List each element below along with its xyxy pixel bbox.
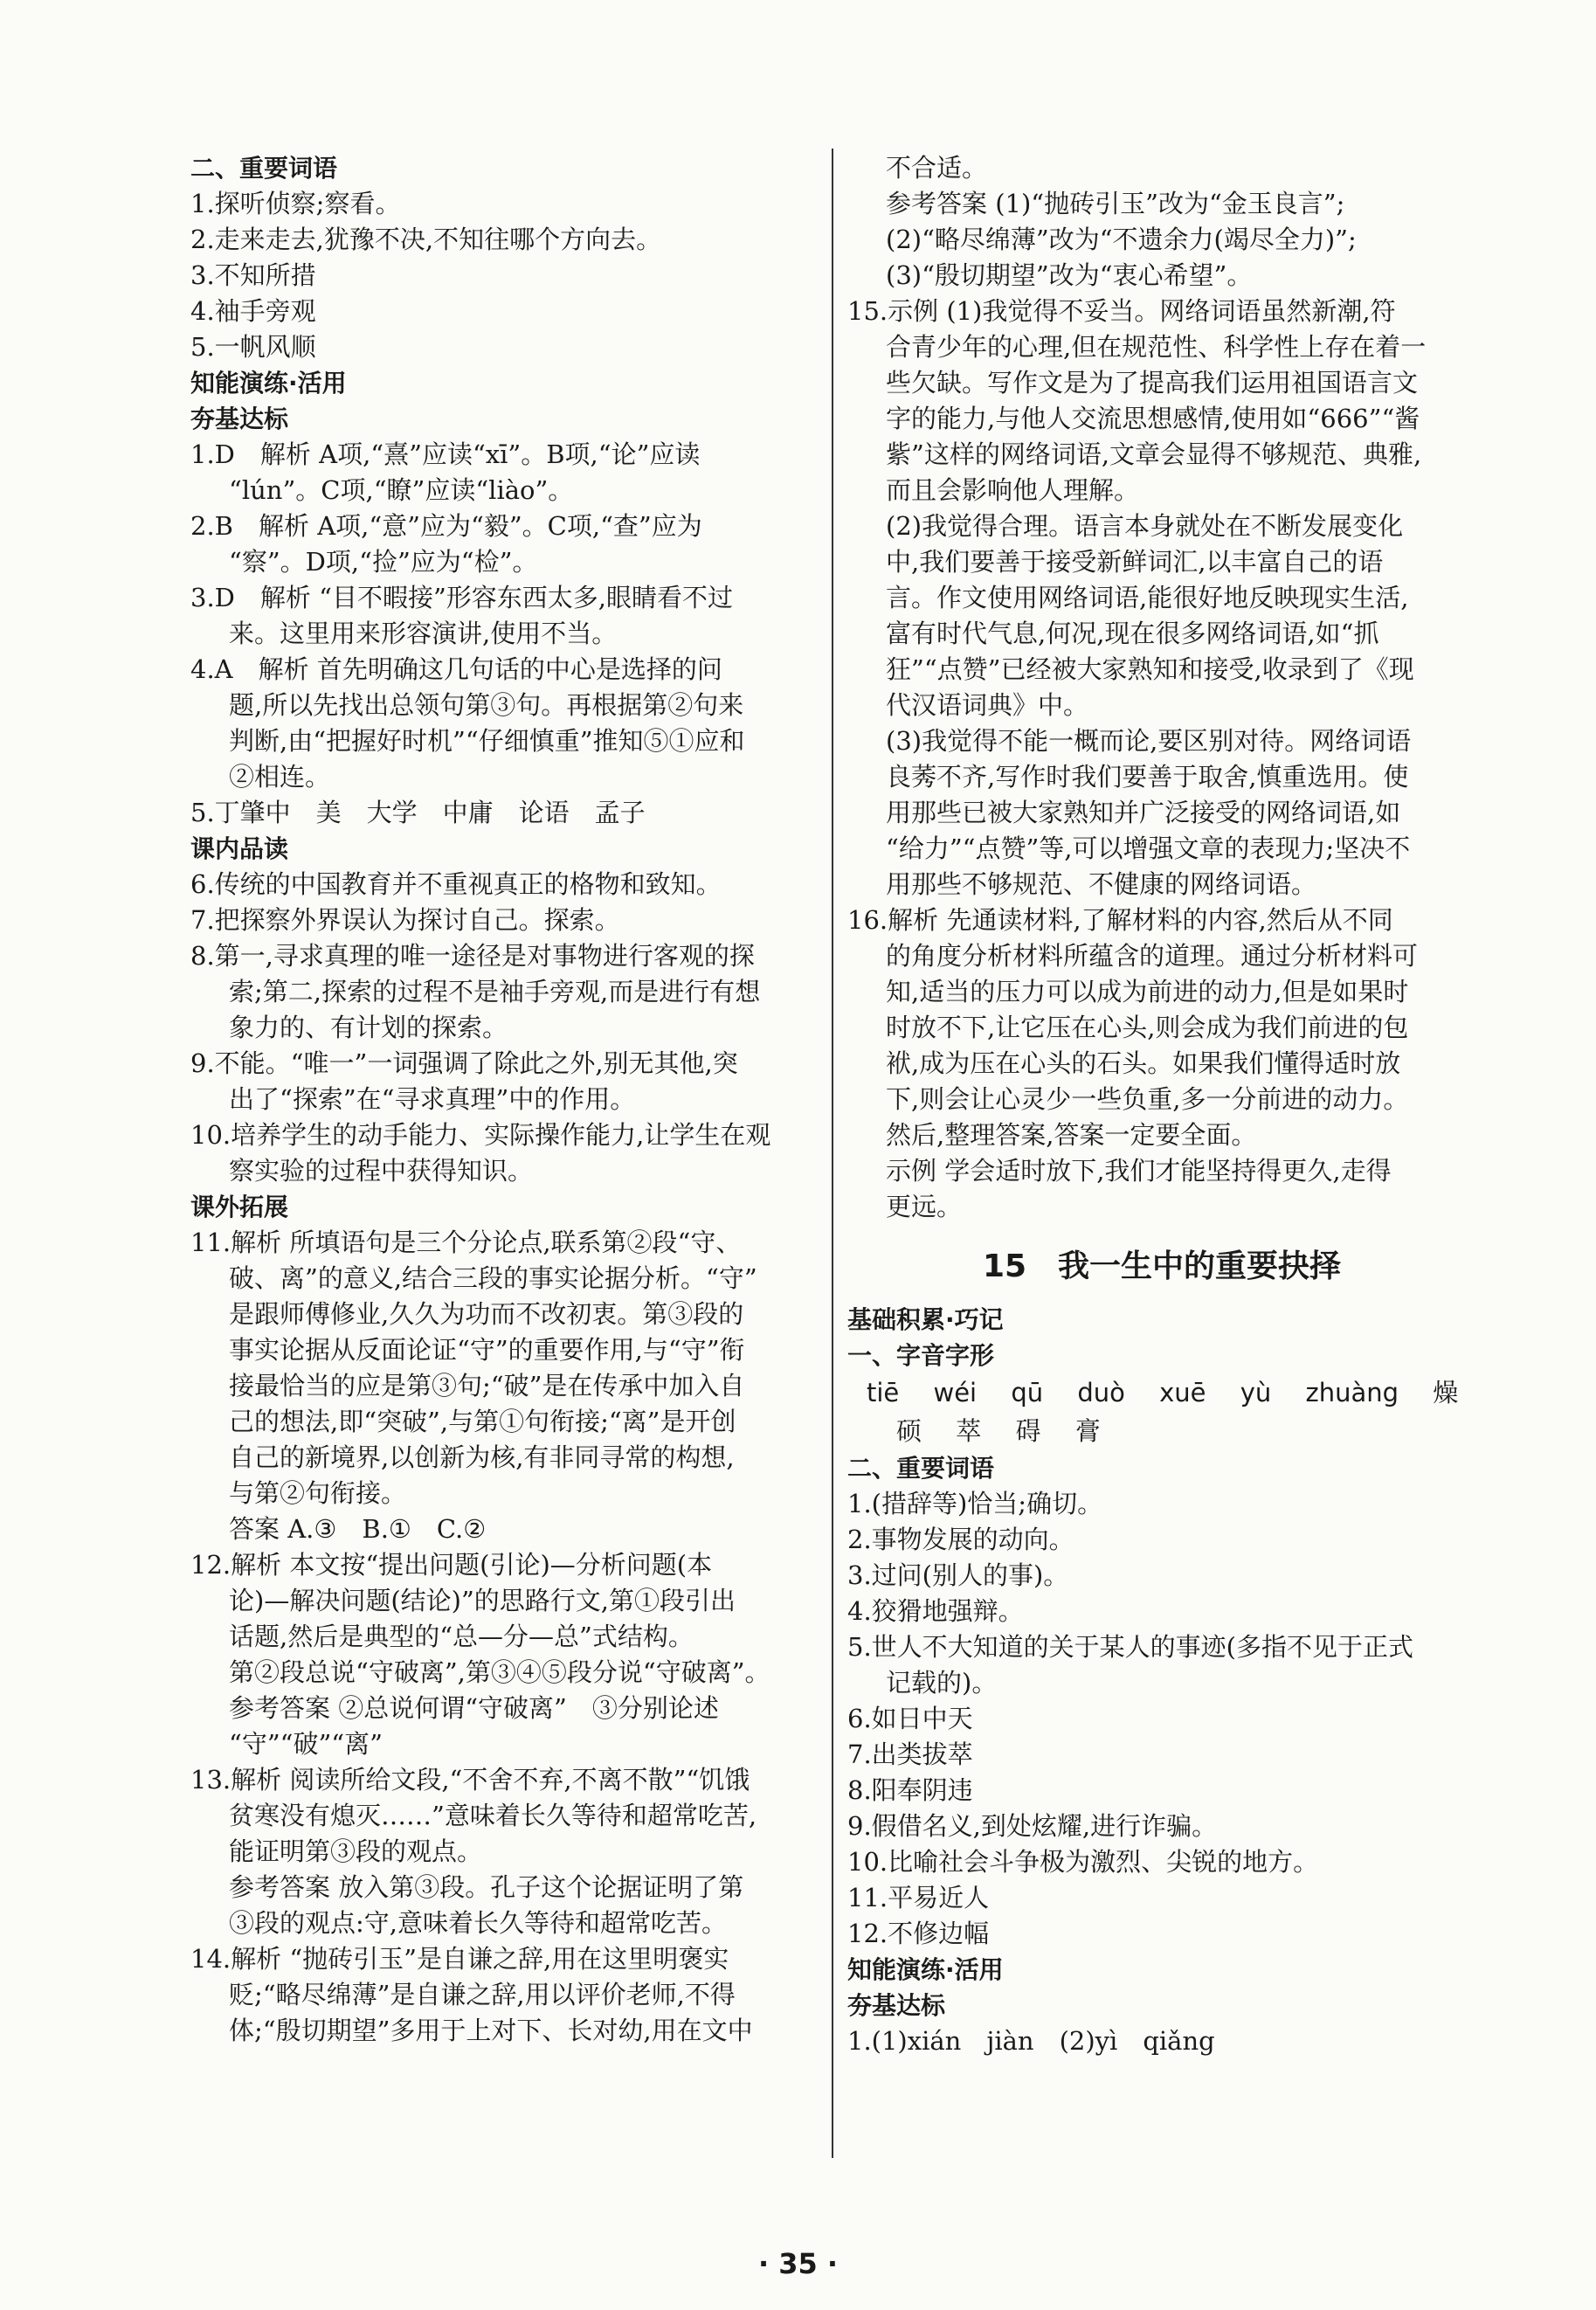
left-column <box>190 150 821 2049</box>
answer-line: 合青少年的心理,但在规范性、科学性上存在着一 <box>886 332 1427 362</box>
character: 碍 <box>1015 1416 1041 1446</box>
character: 萃 <box>956 1416 982 1446</box>
answer-line: 8.阳奉阴违 <box>847 1775 973 1805</box>
answer-line: 3.不知所措 <box>190 260 316 290</box>
answer-line: “给力”“点赞”等,可以增强文章的表现力;坚决不 <box>886 833 1411 863</box>
character-row <box>847 1412 1476 1450</box>
answer-line: ②相连。 <box>229 762 331 792</box>
answer-line: 然后,整理答案,答案一定要全面。 <box>886 1120 1257 1150</box>
section-heading: 课外拓展 <box>190 1193 289 1221</box>
answer-line: 记载的)。 <box>886 1668 998 1698</box>
answer-line: 3.D 解析 “目不暇接”形容东西太多,眼睛看不过 <box>190 583 734 612</box>
answer-line: 15.示例 (1)我觉得不妥当。网络词语虽然新潮,符 <box>847 296 1396 326</box>
section-heading: 基础积累·巧记 <box>847 1305 1004 1334</box>
subsection-heading: 夯基达标 <box>190 405 289 433</box>
pinyin: zhuàng <box>1305 1378 1399 1407</box>
section-heading: 知能演练·活用 <box>190 369 347 398</box>
answer-line: 4.A 解析 首先明确这几句话的中心是选择的问 <box>190 654 722 684</box>
answer-line: 的角度分析材料所蕴含的道理。通过分析材料可 <box>886 941 1419 971</box>
answer-line: 4.狡猾地强辩。 <box>847 1596 1024 1626</box>
pinyin: xuē <box>1159 1378 1206 1407</box>
pinyin: duò <box>1077 1378 1125 1407</box>
answer-line: 贫寒没有熄灭……”意味着长久等待和超常吃苦, <box>229 1801 757 1830</box>
pinyin: tiē <box>867 1378 900 1407</box>
answer-line: 察实验的过程中获得知识。 <box>229 1156 534 1186</box>
answer-line: 更远。 <box>886 1192 963 1221</box>
column-divider <box>832 149 833 2158</box>
answer-line: 索;第二,探索的过程不是袖手旁观,而是进行有想 <box>229 977 761 1006</box>
answer-line: 能证明第③段的观点。 <box>229 1836 483 1866</box>
answer-line: 11.平易近人 <box>847 1883 990 1912</box>
answer-line: 不合适。 <box>886 153 988 183</box>
answer-line: 袱,成为压在心头的石头。如果我们懂得适时放 <box>886 1048 1401 1078</box>
answer-line: 10.比喻社会斗争极为激烈、尖锐的地方。 <box>847 1847 1319 1877</box>
subsection-heading: 一、字音字形 <box>847 1341 995 1370</box>
answer-line: 答案 A.③ B.① C.② <box>229 1514 487 1544</box>
character: 膏 <box>1074 1416 1101 1446</box>
answer-line: 中,我们要善于接受新鲜词汇,以丰富自己的语 <box>886 547 1384 577</box>
answer-line: 2.B 解析 A项,“意”应为“毅”。C项,“查”应为 <box>190 511 702 541</box>
section-heading: 课内品读 <box>190 834 289 863</box>
answer-line: 用那些不够规范、不健康的网络词语。 <box>886 869 1317 899</box>
answer-line: 16.解析 先通读材料,了解材料的内容,然后从不同 <box>847 905 1393 935</box>
answer-line: 4.袖手旁观 <box>190 296 316 326</box>
answer-line: “lún”。C项,“瞭”应读“liào”。 <box>229 475 574 505</box>
answer-line: 8.第一,寻求真理的唯一途径是对事物进行客观的探 <box>190 941 755 971</box>
answer-line: 自己的新境界,以创新为核,有非同寻常的构想, <box>229 1442 735 1472</box>
answer-line: 14.解析 “抛砖引玉”是自谦之辞,用在这里明褒实 <box>190 1944 729 1974</box>
answer-line: 1.(措辞等)恰当;确切。 <box>847 1489 1103 1518</box>
answer-line: 事实论据从反面论证“守”的重要作用,与“守”衔 <box>229 1335 745 1365</box>
right-column <box>847 150 1476 2059</box>
answer-line: 判断,由“把握好时机”“仔细慎重”推知⑤①应和 <box>229 726 745 756</box>
answer-line: 是跟师傅修业,久久为功而不改初衷。第③段的 <box>229 1299 744 1329</box>
answer-line: 来。这里用来形容演讲,使用不当。 <box>229 619 618 648</box>
answer-line: 5.一帆风顺 <box>190 332 316 362</box>
answer-line: 参考答案 ②总说何谓“守破离” ③分别论述 <box>229 1693 719 1723</box>
answer-line: 9.假借名义,到处炫耀,进行诈骗。 <box>847 1811 1218 1841</box>
answer-line: 1.(1)xián jiàn (2)yì qiǎng <box>847 2026 1215 2056</box>
lesson-title: 15 我一生中的重要抉择 <box>982 1248 1342 1284</box>
answer-line: 富有时代气息,何况,现在很多网络词语,如“抓 <box>886 619 1379 648</box>
character: 燥 <box>1433 1378 1459 1407</box>
answer-line: 5.世人不大知道的关于某人的事迹(多指不见于正式 <box>847 1632 1413 1662</box>
answer-line: 良莠不齐,写作时我们要善于取舍,慎重选用。使 <box>886 762 1409 792</box>
answer-line: (2)我觉得合理。语言本身就处在不断发展变化 <box>886 511 1404 541</box>
page-number: · 35 · <box>757 2247 839 2280</box>
answer-line: 与第②句衔接。 <box>229 1478 407 1508</box>
answer-line: 示例 学会适时放下,我们才能坚持得更久,走得 <box>886 1156 1392 1186</box>
answer-line: 话题,然后是典型的“总—分—总”式结构。 <box>229 1622 694 1651</box>
answer-line: 贬;“略尽绵薄”是自谦之辞,用以评价老师,不得 <box>229 1980 736 2009</box>
answer-line: 紫”这样的网络词语,文章会显得不够规范、典雅, <box>886 439 1422 469</box>
answer-line: 体;“殷切期望”多用于上对下、长对幼,用在文中 <box>229 2016 753 2045</box>
answer-line: 字的能力,与他人交流思想感情,使用如“666”“酱 <box>886 404 1420 433</box>
answer-line: (3)我觉得不能一概而论,要区别对待。网络词语 <box>886 726 1412 756</box>
answer-line: 些欠缺。写作文是为了提高我们运用祖国语言文 <box>886 368 1419 398</box>
answer-line: 6.传统的中国教育并不重视真正的格物和致知。 <box>190 869 722 899</box>
answer-line: 己的想法,即“突破”,与第①句衔接;“离”是开创 <box>229 1407 736 1436</box>
answer-line: 9.不能。“唯一”一词强调了除此之外,别无其他,突 <box>190 1048 738 1078</box>
pinyin: yù <box>1240 1378 1272 1407</box>
section-heading: 知能演练·活用 <box>847 1955 1004 1984</box>
answer-line: (3)“殷切期望”改为“衷心希望”。 <box>886 260 1253 290</box>
answer-line: 13.解析 阅读所给文段,“不舍不弃,不离不散”“饥饿 <box>190 1765 750 1795</box>
answer-line: 言。作文使用网络词语,能很好地反映现实生活, <box>886 583 1409 612</box>
answer-line: 12.不修边幅 <box>847 1919 990 1948</box>
answer-line: 1.D 解析 A项,“熹”应读“xī”。B项,“论”应读 <box>190 439 701 469</box>
answer-line: 2.事物发展的动向。 <box>847 1525 1074 1554</box>
answer-line: 11.解析 所填语句是三个分论点,联系第②段“守、 <box>190 1228 742 1257</box>
answer-line: 3.过问(别人的事)。 <box>847 1560 1069 1590</box>
answer-line: 下,则会让心灵少一些负重,多一分前进的动力。 <box>886 1084 1409 1114</box>
answer-line: 6.如日中天 <box>847 1704 973 1733</box>
answer-line: 出了“探索”在“寻求真理”中的作用。 <box>229 1084 636 1114</box>
answer-line: 题,所以先找出总领句第③句。再根据第②句来 <box>229 690 744 720</box>
answer-line: 接最恰当的应是第③句;“破”是在传承中加入自 <box>229 1371 745 1401</box>
answer-line: “察”。D项,“捡”应为“检”。 <box>229 547 538 577</box>
answer-line: 而且会影响他人理解。 <box>886 475 1140 505</box>
answer-line: 代汉语词典》中。 <box>886 690 1089 720</box>
answer-line: 1.探听侦察;察看。 <box>190 189 401 218</box>
answer-line: “守”“破”“离” <box>229 1729 383 1759</box>
answer-line: 破、离”的意义,结合三段的事实论据分析。“守” <box>229 1263 757 1293</box>
section-heading: 二、重要词语 <box>190 154 338 183</box>
pinyin-row <box>847 1373 1476 1412</box>
answer-line: ③段的观点:守,意味着长久等待和超常吃苦。 <box>229 1908 727 1938</box>
answer-line: 论)—解决问题(结论)”的思路行文,第①段引出 <box>229 1586 736 1615</box>
answer-line: 第②段总说“守破离”,第③④⑤段分说“守破离”。 <box>229 1657 770 1687</box>
answer-line: 2.走来走去,犹豫不决,不知往哪个方向去。 <box>190 225 662 254</box>
pinyin: wéi <box>933 1378 978 1407</box>
answer-line: 12.解析 本文按“提出问题(引论)—分析问题(本 <box>190 1550 713 1580</box>
answer-line: 5.丁肇中 美 大学 中庸 论语 孟子 <box>190 798 646 827</box>
answer-line: 象力的、有计划的探索。 <box>229 1013 508 1042</box>
answer-line: 7.把探察外界误认为探讨自己。探索。 <box>190 905 620 935</box>
answer-line: (2)“略尽绵薄”改为“不遗余力(竭尽全力)”; <box>886 225 1357 254</box>
answer-line: 知,适当的压力可以成为前进的动力,但是如果时 <box>886 977 1409 1006</box>
character: 硕 <box>896 1416 922 1446</box>
answer-line: 狂”“点赞”已经被大家熟知和接受,收录到了《现 <box>886 654 1414 684</box>
subsection-heading: 夯基达标 <box>847 1991 946 2020</box>
answer-line: 7.出类拔萃 <box>847 1739 973 1769</box>
answer-line: 用那些已被大家熟知并广泛接受的网络词语,如 <box>886 798 1401 827</box>
answer-line: 时放不下,让它压在心头,则会成为我们前进的包 <box>886 1013 1409 1042</box>
answer-line: 10.培养学生的动手能力、实际操作能力,让学生在观 <box>190 1120 771 1150</box>
subsection-heading: 二、重要词语 <box>847 1454 995 1483</box>
answer-line: 参考答案 放入第③段。孔子这个论据证明了第 <box>229 1872 744 1902</box>
answer-line: 参考答案 (1)“抛砖引玉”改为“金玉良言”; <box>886 189 1345 218</box>
pinyin: qū <box>1011 1378 1044 1407</box>
